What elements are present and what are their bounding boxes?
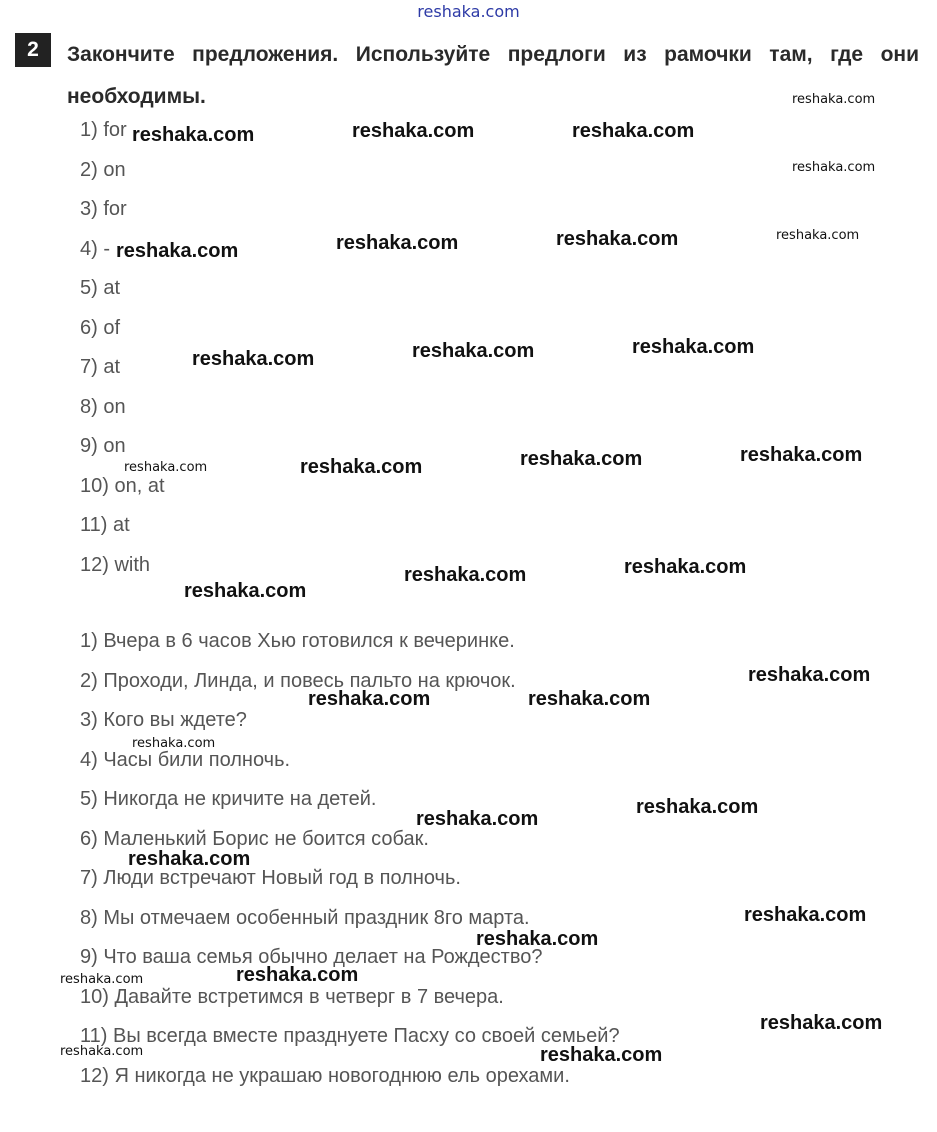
translation-item: 2) Проходи, Линда, и повесь пальто на крючок.	[80, 669, 516, 692]
answer-item: 2) on	[80, 158, 126, 181]
watermark: reshaka.com	[404, 564, 527, 586]
watermark: reshaka.com	[572, 120, 695, 142]
watermark: reshaka.com	[352, 120, 475, 142]
translation-item: 8) Мы отмечаем особенный праздник 8го марта.	[80, 906, 530, 929]
answer-item: 12) with	[80, 554, 151, 577]
watermark: reshaka.com	[236, 964, 359, 986]
answers-list	[80, 117, 165, 592]
watermark: reshaka.com	[624, 556, 747, 578]
answer-item: 7) at	[80, 356, 121, 379]
watermark: reshaka.com	[520, 448, 643, 470]
answer-item: 9) on	[80, 435, 126, 458]
answer-item: 1) for	[80, 119, 127, 141]
translation-item: 12) Я никогда не украшаю новогоднюю ель орехами.	[80, 1065, 570, 1088]
translation-item: 6) Маленький Борис не боится собак.	[80, 827, 429, 850]
translation-item: 9) Что ваша семья обычно делает на Рождество?	[80, 946, 543, 969]
translation-item: 11) Вы всегда вместе празднуете Пасху со своей семьей?	[80, 1025, 620, 1048]
answer-item: 5) at	[80, 277, 121, 300]
watermark: reshaka.com	[300, 456, 423, 478]
task-number-badge: 2	[15, 33, 51, 67]
watermark: reshaka.com	[540, 1044, 663, 1066]
translation-item: 4) Часы били полночь.	[80, 748, 291, 771]
watermark: reshaka.com	[116, 240, 239, 262]
header-watermark: reshaka.com	[417, 2, 520, 21]
translation-item: 1) Вчера в 6 часов Хью готовился к вечеринке.	[80, 630, 515, 652]
watermark: reshaka.com	[412, 340, 535, 362]
watermark: reshaka.com	[60, 1044, 144, 1059]
watermark: reshaka.com	[60, 972, 144, 987]
watermark: reshaka.com	[760, 1012, 883, 1034]
watermark: reshaka.com	[636, 796, 759, 818]
watermark: reshaka.com	[184, 580, 307, 602]
answer-item: 4) -	[80, 237, 110, 260]
answer-item: 11) at	[80, 514, 130, 537]
watermark: reshaka.com	[416, 808, 539, 830]
answer-item: 6) of	[80, 316, 121, 339]
translation-item: 7) Люди встречают Новый год в полночь.	[80, 867, 461, 890]
watermark: reshaka.com	[792, 160, 876, 175]
watermark: reshaka.com	[776, 228, 860, 243]
watermark: reshaka.com	[308, 688, 431, 710]
translation-item: 3) Кого вы ждете?	[80, 709, 247, 732]
watermark: reshaka.com	[132, 736, 216, 751]
watermark: reshaka.com	[128, 848, 251, 870]
translation-item: 10) Давайте встретимся в четверг в 7 вечера.	[80, 985, 504, 1008]
answer-item: 3) for	[80, 198, 127, 221]
watermark: reshaka.com	[336, 232, 459, 254]
watermark: reshaka.com	[556, 228, 679, 250]
watermark: reshaka.com	[744, 904, 867, 926]
answer-item: 8) on	[80, 395, 126, 418]
watermark: reshaka.com	[132, 124, 255, 146]
watermark: reshaka.com	[528, 688, 651, 710]
watermark: reshaka.com	[476, 928, 599, 950]
watermark: reshaka.com	[192, 348, 315, 370]
watermark: reshaka.com	[124, 460, 208, 475]
task-instruction: Закончите предложения. Используйте предлоги из рамочки там, где они необходимы.	[67, 43, 919, 108]
translation-item: 5) Никогда не кричите на детей.	[80, 788, 377, 811]
watermark: reshaka.com	[740, 444, 863, 466]
watermark: reshaka.com	[748, 664, 871, 686]
watermark: reshaka.com	[792, 92, 876, 107]
answer-item: 10) on, at	[80, 474, 165, 497]
watermark: reshaka.com	[632, 336, 755, 358]
